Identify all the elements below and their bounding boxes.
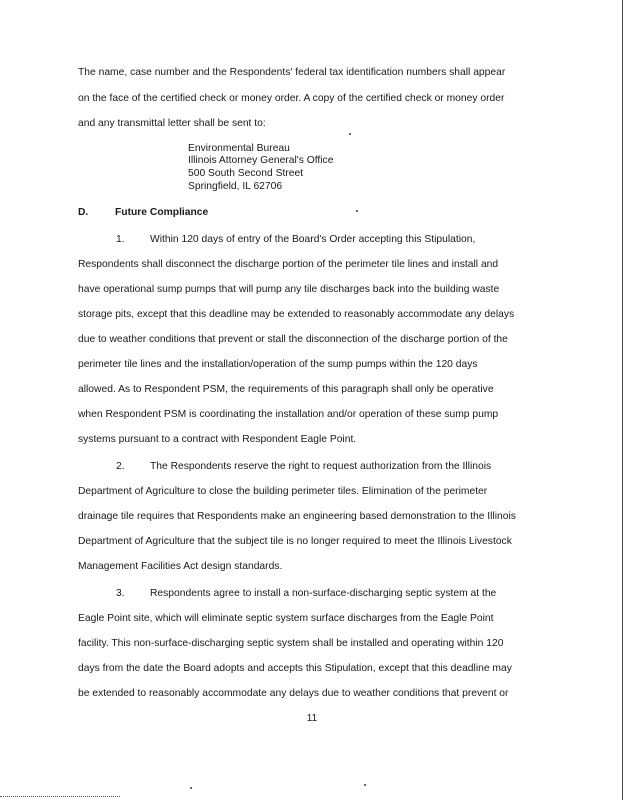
- para1-line: storage pits, except that this deadline may be extended to reasonably accommodate any delays: [78, 309, 515, 320]
- para3-line: facility. This non-surface-discharging septic system shall be installed and operating within 120: [78, 638, 504, 649]
- section-letter: D.: [78, 207, 89, 218]
- para1-line: perimeter tile lines and the installation/operation of the sump pumps within the 120 days: [78, 359, 478, 370]
- scan-speck: [190, 787, 192, 789]
- para1-line: when Respondent PSM is coordinating the installation and/or operation of these sump pump: [78, 409, 499, 420]
- para2-first-line: The Respondents reserve the right to request authorization from the Illinois: [150, 461, 492, 472]
- scan-edge-noise: [0, 796, 120, 798]
- page-number: 11: [306, 713, 318, 724]
- address-line-3: 500 South Second Street: [188, 168, 304, 179]
- scan-edge-line: [622, 0, 623, 800]
- address-line-4: Springfield, IL 62706: [188, 181, 283, 192]
- para1-line: due to weather conditions that prevent or stall the disconnection of the discharge portion of the: [78, 334, 508, 345]
- para3-line: Eagle Point site, which will eliminate septic system surface discharges from the Eagle Point: [78, 613, 494, 624]
- intro-line-1: The name, case number and the Respondents' federal tax identification numbers shall appear: [78, 67, 506, 78]
- para2-line: drainage tile requires that Respondents make an engineering based demonstration to the Illinois: [78, 511, 516, 522]
- para2-line: Department of Agriculture to close the building perimeter tiles. Elimination of the perimeter: [78, 486, 488, 497]
- para3-number: 3.: [116, 588, 125, 599]
- para1-line: have operational sump pumps that will pump any tile discharges back into the building waste: [78, 284, 500, 295]
- intro-line-3: and any transmittal letter shall be sent to:: [78, 118, 266, 129]
- para3-first-line: Respondents agree to install a non-surface-discharging septic system at the: [150, 588, 497, 599]
- para2-line: Management Facilities Act design standards.: [78, 561, 283, 572]
- para1-line: Respondents shall disconnect the discharge portion of the perimeter tile lines and install and: [78, 259, 499, 270]
- para3-line: days from the date the Board adopts and accepts this Stipulation, except that this deadline may: [78, 663, 512, 674]
- scan-speck: [349, 133, 351, 135]
- para1-line: systems pursuant to a contract with Respondent Eagle Point.: [78, 434, 357, 445]
- para3-line: be extended to reasonably accommodate any delays due to weather conditions that prevent or: [78, 688, 509, 699]
- section-title: Future Compliance: [115, 207, 209, 218]
- scan-speck: [356, 210, 358, 212]
- scan-speck: [364, 784, 366, 786]
- address-line-1: Environmental Bureau: [188, 143, 290, 154]
- para1-first-line: Within 120 days of entry of the Board's Order accepting this Stipulation,: [150, 234, 476, 245]
- intro-line-2: on the face of the certified check or money order. A copy of the certified check or money order: [78, 93, 505, 104]
- para2-number: 2.: [116, 461, 125, 472]
- address-line-2: Illinois Attorney General's Office: [188, 155, 334, 166]
- para2-line: Department of Agriculture that the subject tile is no longer required to meet the Illinois Livestock: [78, 536, 512, 547]
- para1-line: allowed. As to Respondent PSM, the requirements of this paragraph shall only be operative: [78, 384, 494, 395]
- para1-number: 1.: [116, 234, 125, 245]
